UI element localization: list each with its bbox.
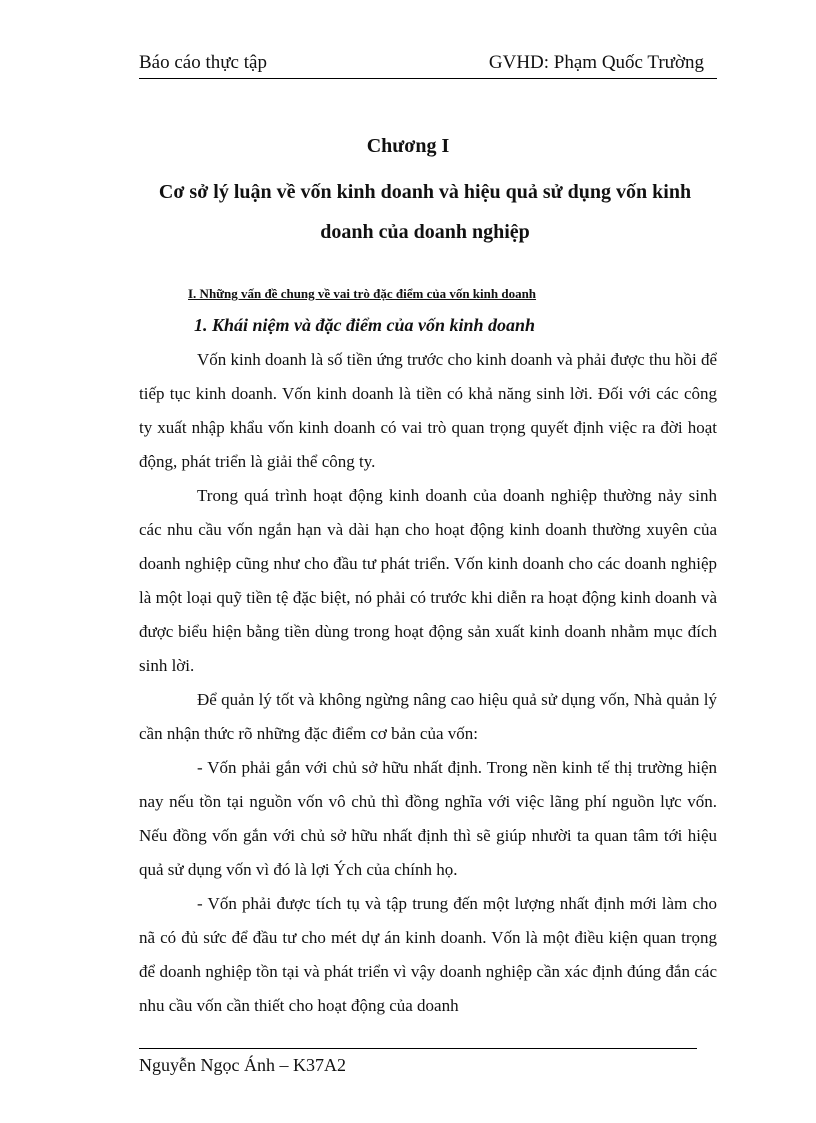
paragraph: Trong quá trình hoạt động kinh doanh của doanh nghiệp thường nảy sinh các nhu cầu vốn ngắn hạn và dài hạn cho hoạt động kinh doanh thường xuyên của doanh nghiệp cũng như cho đầu tư phát triển. Vốn kinh doanh cho các doanh nghiệp là một loại quỹ tiền tệ đặc biệt, nó phải có trước khi diễn ra hoạt động kinh doanh và được biểu hiện bằng tiền dùng trong hoạt động sản xuất kinh doanh nhằm mục đích sinh lời. — [139, 486, 717, 675]
bullet-paragraph: - Vốn phải gắn với chủ sở hữu nhất định. Trong nền kinh tế thị trường hiện nay nếu tồn tại nguồn vốn vô chủ thì đồng nghĩa với việc lãng phí nguồn lực vốn. Nếu đồng vốn gắn với chủ sở hữu nhất định thì sẽ giúp nhười ta quan tâm tới hiệu quả sử dụng vốn vì đó là lợi Ých của chính họ. — [139, 758, 717, 879]
header-report-title: Báo cáo thực tập — [139, 52, 267, 73]
section-heading: I. Những vấn đề chung về vai trò đặc điểm của vốn kinh doanh — [188, 286, 537, 301]
sub-heading: 1. Khái niệm và đặc điểm của vốn kinh doanh — [194, 315, 536, 335]
body-text — [139, 343, 717, 1023]
page-header — [139, 52, 717, 79]
chapter-title: Cơ sở lý luận về vốn kinh doanh và hiệu quả sử dụng vốn kinh doanh của doanh nghiệp — [158, 181, 692, 243]
header-supervisor: GVHD: Phạm Quốc Trường — [488, 52, 704, 73]
bullet-paragraph: - Vốn phải được tích tụ và tập trung đến một lượng nhất định mới làm cho nã có đủ sức để đầu tư cho mét dự án kinh doanh. Vốn là một điều kiện quan trọng để doanh nghiệp tồn tại và phát triển vì vậy doanh nghiệp cần xác định đúng đắn các nhu cầu vốn cần thiết cho hoạt động của doanh — [139, 894, 717, 1015]
paragraph: Để quản lý tốt và không ngừng nâng cao hiệu quả sử dụng vốn, Nhà quản lý cần nhận thức rõ những đặc điểm cơ bản của vốn: — [139, 690, 717, 743]
chapter-number: Chương I — [366, 135, 450, 157]
footer-author: Nguyễn Ngọc Ánh – K37A2 — [139, 1055, 346, 1075]
paragraph: Vốn kinh doanh là số tiền ứng trước cho kinh doanh và phải được thu hồi để tiếp tục kinh doanh. Vốn kinh doanh là tiền có khả năng sinh lời. Đối với các công ty xuất nhập khẩu vốn kinh doanh có vai trò quan trọng quyết định việc ra đời hoạt động, phát triển là giải thể công ty. — [139, 350, 717, 471]
page-footer — [139, 1048, 697, 1076]
